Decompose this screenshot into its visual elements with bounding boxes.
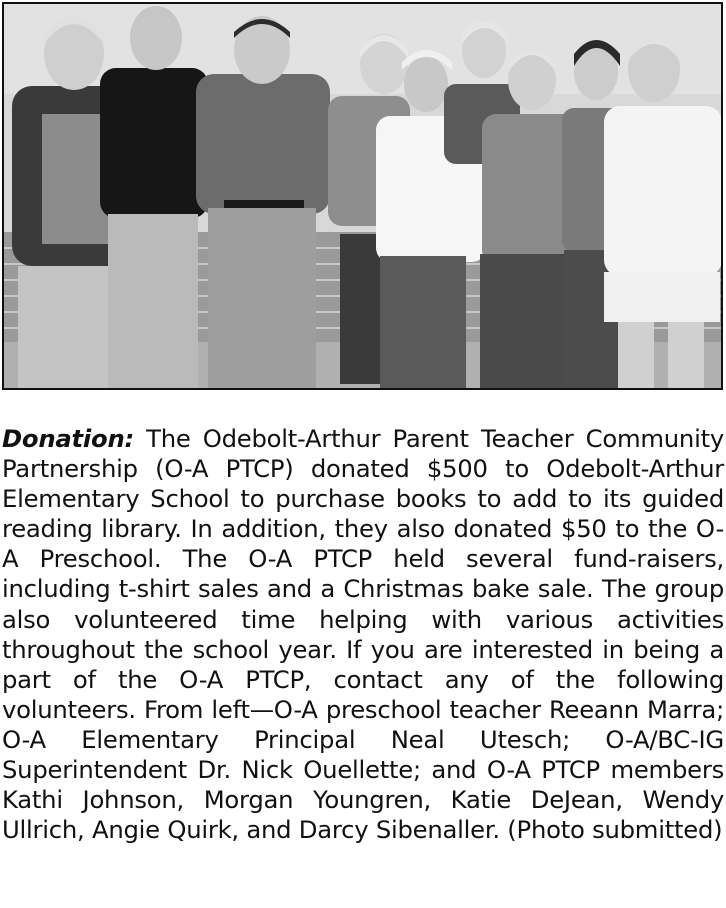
photo-caption (2, 424, 724, 845)
group-photo-illustration (4, 4, 721, 388)
caption-body: The Odebolt-Arthur Parent Teacher Community Partnership (O-A PTCP) donated $500 to Odebolt-Arthur Elementary School to purchase books to add to its guided reading library. In addition, they also donated $50 to the O-A Preschool. The O-A PTCP held several fund-raisers, including t-shirt sales and a Christmas bake sale. The group also volunteered time helping with various activities throughout the school year. If you are interested in being a part of the O-A PTCP, contact any of the following volunteers. From left—O-A preschool teacher Reeann Marra; O-A Elementary Principal Neal Utesch; O-A/BC-IG Superintendent Dr. Nick Ouellette; and O-A PTCP members Kathi Johnson, Morgan Youngren, Katie DeJean, Wendy Ullrich, Angie Quirk, and Darcy Sibenaller. (Photo submitted) (2, 424, 724, 845)
caption-lead: Donation: (2, 424, 134, 453)
group-photo (2, 2, 723, 390)
